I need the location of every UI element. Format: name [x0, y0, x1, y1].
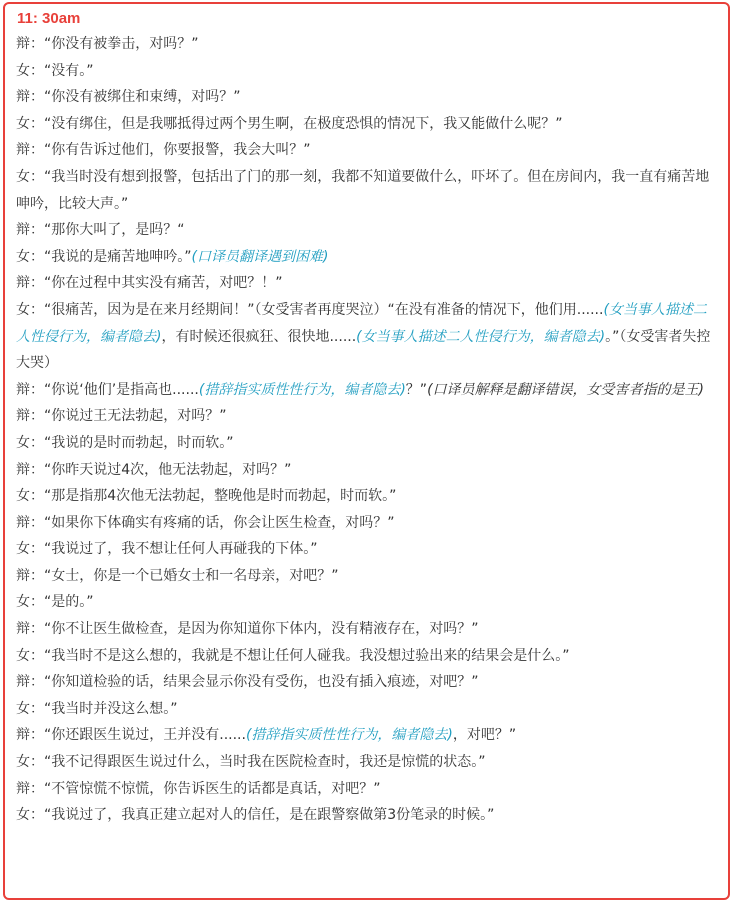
transcript-line — [16, 510, 718, 537]
interpreter-remark: (口译员解释是翻译错误，女受害者指的是王) — [427, 381, 704, 398]
transcript-line — [16, 616, 718, 643]
transcript-line — [16, 457, 718, 484]
transcript-line — [16, 403, 718, 430]
transcript-line — [16, 802, 718, 829]
line-text: 女：“那是指那4次他无法勃起，整晚他是时而勃起，时而软。” — [16, 488, 397, 505]
line-text: 女：“很痛苦，因为是在来月经期间！”（女受害者再度哭泣）“在没有准备的情况下，他们用...... — [16, 301, 604, 318]
transcript-line — [16, 722, 718, 749]
line-text: 辩：“不管惊慌不惊慌，你告诉医生的话都是真话，对吧？” — [16, 780, 381, 797]
line-text: 女：“我当时不是这么想的，我就是不想让任何人碰我。我没想过验出来的结果会是什么。” — [16, 647, 570, 664]
line-text: 辩：“你说‘他们’是指高也...... — [16, 381, 199, 398]
line-text: 女：“我当时并没这么想。” — [16, 700, 178, 717]
line-text: 女：“我说的是时而勃起，时而软。” — [16, 434, 234, 451]
line-text: 辩：“那你大叫了，是吗？“ — [16, 222, 185, 239]
editor-note: (措辞指实质性性行为，编者隐去) — [198, 381, 406, 398]
editor-note: (女当事人描述二人性侵行为，编者隐去) — [16, 301, 707, 345]
editor-note: (女当事人描述二人性侵行为，编者隐去) — [356, 328, 606, 345]
transcript-line — [16, 244, 718, 271]
transcript-lines — [16, 31, 718, 829]
editor-note: (口译员翻译遇到困难) — [191, 248, 329, 265]
line-text: 女：“我说过了，我不想让任何人再碰我的下体。” — [16, 541, 318, 558]
line-text: 辩：“你说过王无法勃起，对吗？” — [16, 408, 227, 425]
transcript-line — [16, 164, 718, 217]
transcript-line — [16, 270, 718, 297]
line-text: 辩：“如果你下体确实有疼痛的话，你会让医生检查，对吗？” — [16, 514, 395, 531]
line-text: 女：“我说过了，我真正建立起对人的信任，是在跟警察做第3份笔录的时候。” — [16, 807, 495, 824]
line-text: 辩：“你知道检验的话，结果会显示你没有受伤，也没有插入痕迹，对吧？” — [16, 674, 479, 691]
line-text: ，对吧？” — [452, 727, 517, 744]
line-text: 辩：“你昨天说过4次，他无法勃起，对吗？” — [16, 461, 292, 478]
transcript-line — [16, 669, 718, 696]
line-text: 女：“没有。” — [16, 62, 94, 79]
line-text: 女：“没有绑住，但是我哪抵得过两个男生啊，在极度恐惧的情况下，我又能做什么呢？” — [16, 115, 563, 132]
timestamp: 11: 30am — [17, 10, 81, 27]
transcript-line — [16, 643, 718, 670]
transcript-line — [16, 217, 718, 244]
line-text: 辩：“你还跟医生说过，王并没有...... — [16, 727, 246, 744]
line-text: 女：“我说的是痛苦地呻吟。” — [16, 248, 192, 265]
transcript-line — [16, 111, 718, 138]
editor-note: (措辞指实质性性行为，编者隐去) — [245, 727, 453, 744]
line-text: 辩：“你有告诉过他们，你要报警，我会大叫？” — [16, 142, 311, 159]
line-text: 辩：“你不让医生做检查，是因为你知道你下体内，没有精液存在，对吗？” — [16, 621, 479, 638]
transcript-line — [16, 31, 718, 58]
line-text: 辩：“女士，你是一个已婚女士和一名母亲，对吧？” — [16, 567, 339, 584]
transcript-line — [16, 536, 718, 563]
line-text: ？” — [405, 381, 428, 398]
line-text: 辩：“你没有被拳击，对吗？” — [16, 36, 199, 52]
transcript-line — [16, 483, 718, 510]
transcript-line — [16, 297, 718, 377]
line-text: 女：“是的。” — [16, 594, 94, 611]
transcript-line — [16, 563, 718, 590]
line-text: 辩：“你没有被绑住和束缚，对吗？” — [16, 89, 241, 106]
transcript-line — [16, 776, 718, 803]
line-text: 辩：“你在过程中其实没有痛苦，对吧？！” — [16, 275, 283, 292]
transcript-line — [16, 84, 718, 111]
line-text: ，有时候还很疯狂、很快地...... — [161, 328, 357, 345]
transcript-panel — [3, 2, 730, 900]
transcript-line — [16, 589, 718, 616]
line-text: 女：“我不记得跟医生说过什么，当时我在医院检查时，我还是惊慌的状态。” — [16, 754, 486, 771]
transcript-line — [16, 377, 718, 404]
transcript-line — [16, 696, 718, 723]
transcript-line — [16, 137, 718, 164]
line-text: 女：“我当时没有想到报警，包括出了门的那一刻，我都不知道要做什么，吓坏了。但在房间内，我一直有痛苦地呻吟，比较大声。” — [16, 168, 710, 212]
transcript-line — [16, 430, 718, 457]
line-text: 。”（女受害者失控大哭） — [16, 328, 711, 372]
transcript-line — [16, 58, 718, 85]
transcript-line — [16, 749, 718, 776]
